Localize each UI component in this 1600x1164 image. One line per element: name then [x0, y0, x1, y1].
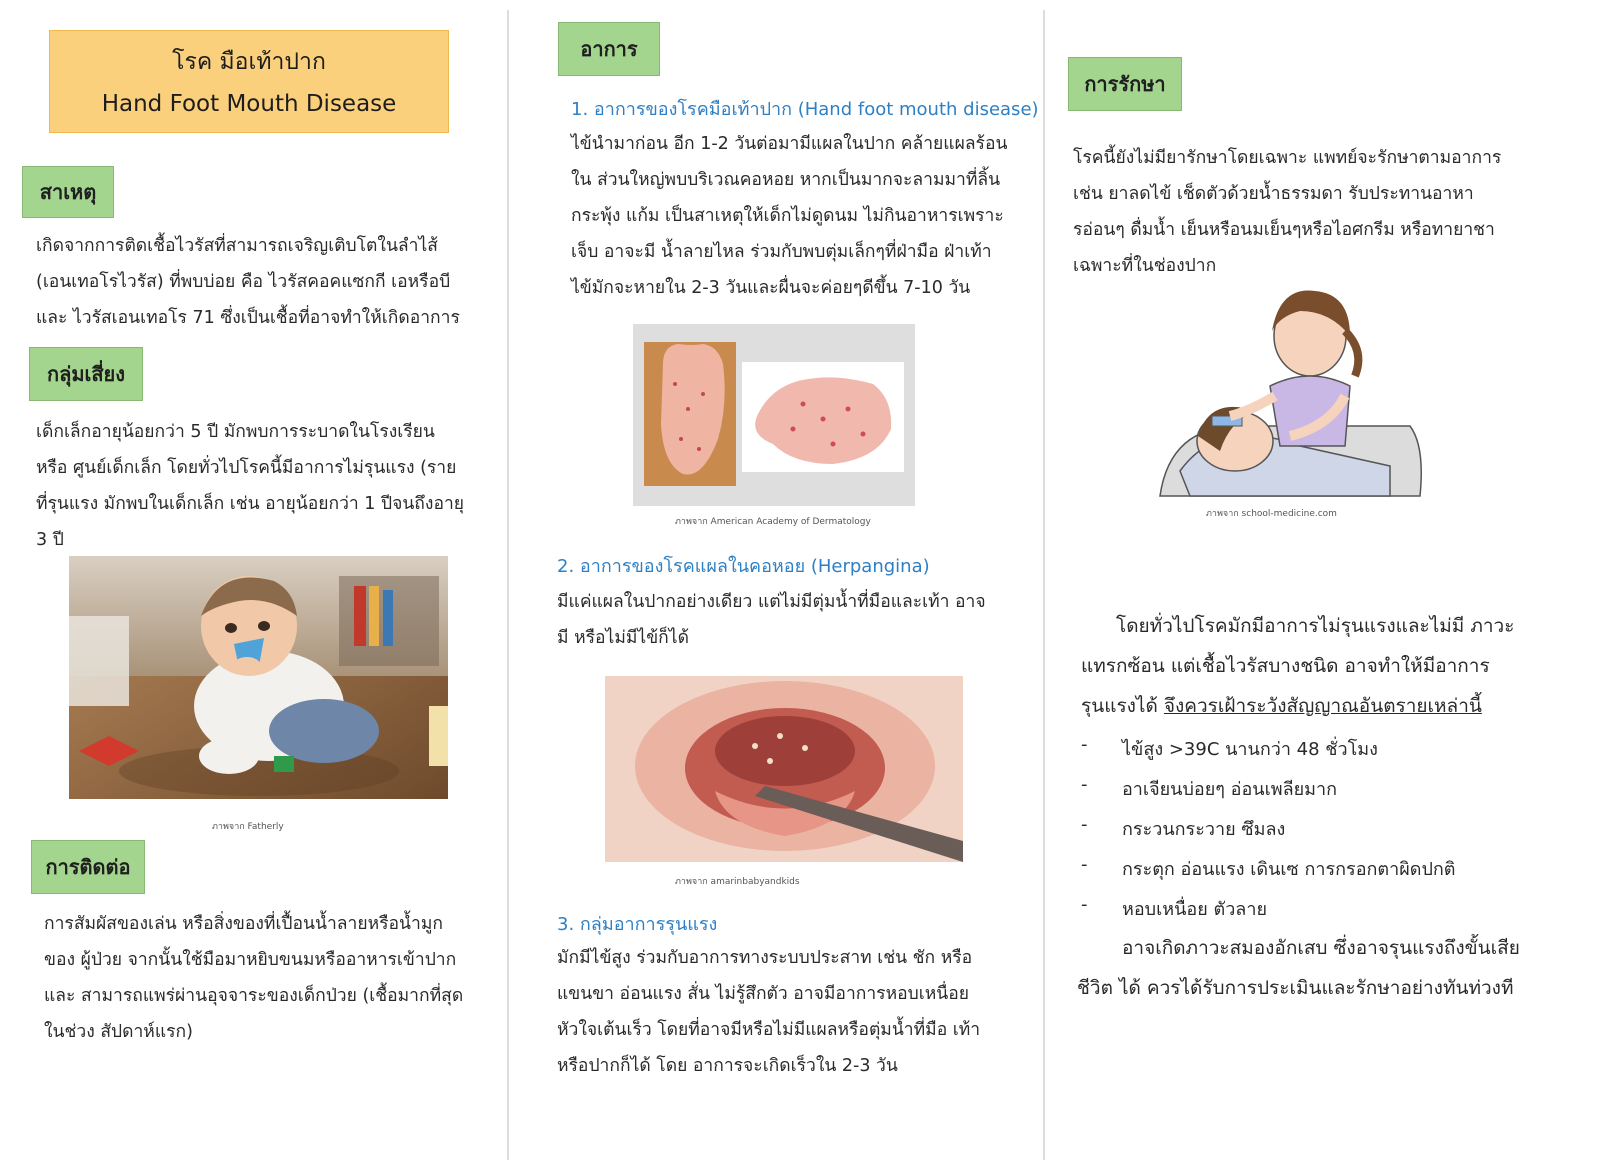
warning-item-5: หอบเหนื่อย ตัวลาย [1122, 899, 1267, 920]
bullet-dash-3: - [1081, 814, 1088, 835]
heading-risk-group: กลุ่มเสี่ยง [29, 347, 143, 401]
symptom-3-title: 3. กลุ่มอาการรุนแรง [557, 914, 718, 935]
warning-intro-text: โดยทั่วไปโรคมักมีอาการไม่รุนแรงและไม่มี ภาวะแทรกซ้อน แต่เชื้อไวรัสบางชนิด อาจทำให้มีอาการ รุนแรงได้ [1081, 615, 1515, 717]
mouth-ulcer-photo [605, 676, 963, 862]
symptom-1-title: 1. อาการของโรคมือเท้าปาก (Hand foot mouth disease) [571, 99, 1039, 120]
warning-intro [1081, 606, 1531, 726]
bullet-dash-4: - [1081, 854, 1088, 875]
transmission-text: การสัมผัสของเล่น หรือสิ่งของที่เปื้อนน้ำลายหรือน้ำมูกของ ผู้ป่วย จากนั้นใช้มือมาหยิบขนมหรืออาหารเข้าปาก และ สามารถแพร่ผ่านอุจจาระของเด็กป่วย (เชื้อมากที่สุดในช่วง สัปดาห์แรก) [44, 914, 464, 1042]
foot-hand-photo-caption: ภาพจาก American Academy of Dermatology [675, 517, 871, 527]
symptom-1-text: ไข้นำมาก่อน อีก 1-2 วันต่อมามีแผลในปาก คล้ายแผลร้อนใน ส่วนใหญ่พบบริเวณคอหอย หากเป็นมากจะลามมาที่ลิ้น กระพุ้ง แก้ม เป็นสาเหตุให้เด็กไม่ดูดนม ไม่กินอาหารเพราะเจ็บ อาจะมี น้ำลายไหล ร่วมกับพบตุ่มเล็กๆที่ฝ่ามือ ฝ่าเท้า ไข้มักจะหายใน 2-3 วันและผื่นจะค่อยๆดีขึ้น 7-10 วัน [571, 134, 1008, 298]
closing-text: อาจเกิดภาวะสมองอักเสบ ซึ่งอาจรุนแรงถึงขั้นเสียชีวิต ได้ ควรได้รับการประเมินและรักษาอย่างทันท่วงที [1077, 937, 1520, 999]
heading-symptoms: อาการ [558, 22, 660, 76]
bullet-dash-1: - [1081, 734, 1088, 755]
warning-emphasis: จึงควรเฝ้าระวังสัญญาณอันตรายเหล่านี้ [1163, 695, 1482, 717]
bullet-dash-2: - [1081, 774, 1088, 795]
warning-item-3: กระวนกระวาย ซึมลง [1122, 819, 1286, 840]
warning-item-2: อาเจียนบ่อยๆ อ่อนเพลียมาก [1122, 779, 1338, 800]
symptom-3-text: มักมีไข้สูง ร่วมกับอาการทางระบบประสาท เช่น ชัก หรือแขนขา อ่อนแรง สั่น ไม่รู้สึกตัว อาจมีอาการหอบเหนื่อย หัวใจเต้นเร็ว โดยที่อาจมีหรือไม่มีแผลหรือตุ่มน้ำที่มือ เท้าหรือปากก็ได้ โดย อาการจะเกิดเร็วใน 2-3 วัน [557, 948, 981, 1076]
heading-treatment: การรักษา [1068, 57, 1182, 111]
bullet-dash-5: - [1081, 894, 1088, 915]
caregiver-illustration [1150, 276, 1425, 502]
heading-transmission: การติดต่อ [31, 840, 145, 894]
title-thai: โรค มือเท้าปาก [172, 49, 326, 75]
column-divider-left [507, 10, 509, 1160]
title-box [49, 30, 449, 133]
symptom-2-text: มีแค่แผลในปากอย่างเดียว แต่ไม่มีตุ่มน้ำที่มือและเท้า อาจมี หรือไม่มีไข้ก็ได้ [557, 592, 986, 648]
cause-text: เกิดจากการติดเชื้อไวรัสที่สามารถเจริญเติบโตในลำไส้ (เอนเทอโรไวรัส) ที่พบบ่อย คือ ไวรัสคอคแซกกี เอหรือบี และ ไวรัสเอนเทอโร 71 ซึ่งเป็นเชื้อที่อาจทำให้เกิดอาการ [36, 236, 460, 328]
risk-text: เด็กเล็กอายุน้อยกว่า 5 ปี มักพบการระบาดในโรงเรียนหรือ ศูนย์เด็กเล็ก โดยทั่วไปโรคนี้มีอาการไม่รุนแรง (รายที่รุนแรง มักพบในเด็กเล็ก เช่น อายุน้อยกว่า 1 ปีจนถึงอายุ 3 ปี [36, 422, 465, 550]
treatment-text: โรคนี้ยังไม่มียารักษาโดยเฉพาะ แพทย์จะรักษาตามอาการ เช่น ยาลดไข้ เช็ดตัวด้วยน้ำธรรมดา รับประทานอาหารอ่อนๆ ดื่มน้ำ เย็นหรือนมเย็นๆหรือไอศกรีม หรือทายาชาเฉพาะที่ในช่องปาก [1073, 148, 1502, 276]
symptom-2-title: 2. อาการของโรคแผลในคอหอย (Herpangina) [557, 556, 930, 577]
column-divider-right [1043, 10, 1045, 1160]
warning-item-4: กระตุก อ่อนแรง เดินเซ การกรอกตาผิดปกติ [1122, 859, 1456, 880]
baby-photo [69, 556, 448, 799]
title-english: Hand Foot Mouth Disease [101, 91, 397, 117]
foot-hand-rash-photo [633, 324, 915, 506]
illustration-caption: ภาพจาก school-medicine.com [1206, 509, 1337, 519]
baby-photo-caption: ภาพจาก Fatherly [212, 822, 284, 832]
warning-item-1: ไข้สูง >39C นานกว่า 48 ชั่วโมง [1122, 739, 1378, 760]
mouth-photo-caption: ภาพจาก amarinbabyandkids [675, 877, 800, 887]
heading-cause: สาเหตุ [22, 166, 114, 218]
